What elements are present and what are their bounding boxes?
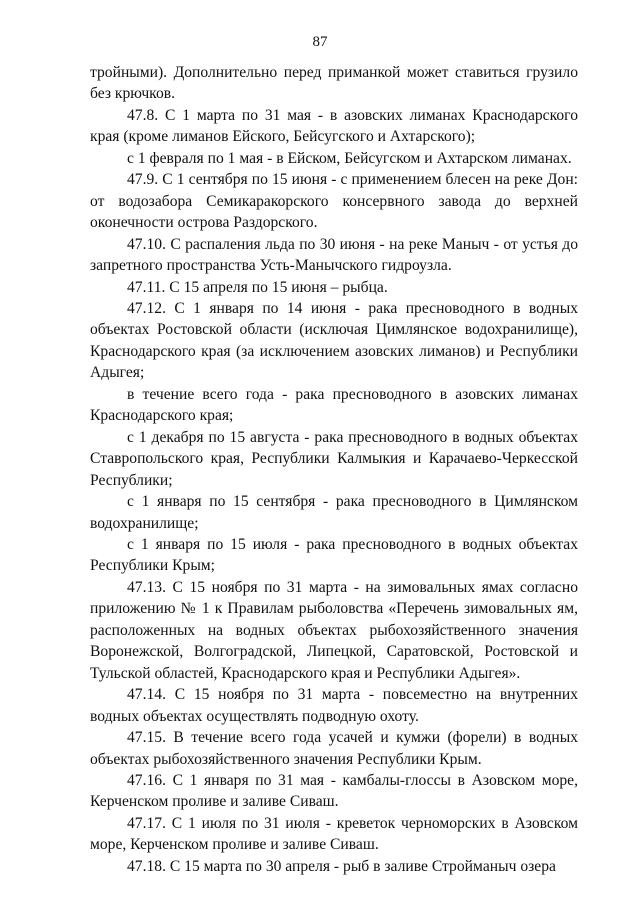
- paragraph: 47.11. С 15 апреля по 15 июня – рыбца.: [127, 278, 388, 296]
- paragraph: 47.18. С 15 марта по 30 апреля - рыб в заливе Строймaныч озера: [127, 857, 556, 875]
- paragraph: 47.12. С 1 января по 14 июня - рака пресноводного в водных объектах Ростовской области (исключая Цимлянское водохранилище), Краснодарского края (за исключением азовских лиманов) и Республики Адыгея;: [90, 299, 578, 382]
- paragraph: 47.13. С 15 ноября по 31 марта - на зимовальных ямах согласно приложению № 1 к Правилам рыболовства «Перечень зимовальных ям, расположенных на водных объектах рыбохозяйственного значения Воронежской, Волгоградской, Липецкой, Саратовской, Ростовской и Тульской областей, Краснодарского края и Республики Адыгея».: [90, 578, 578, 682]
- paragraph: 47.14. С 15 ноября по 31 марта - повсеместно на внутренних водных объектах осуществлять подводную охоту.: [90, 686, 578, 725]
- paragraph: тройными). Дополнительно перед приманкой может ставиться грузило без крючков.: [90, 64, 578, 103]
- paragraph: с 1 декабря по 15 августа - рака пресноводного в водных объектах Ставропольского края, Республики Калмыкия и Карачаево-Черкесской Республики;: [90, 428, 578, 489]
- paragraph: с 1 февраля по 1 мая - в Ейском, Бейсугском и Ахтарском лиманах.: [127, 149, 572, 167]
- document-body: [90, 62, 578, 877]
- page-number: 87: [312, 34, 328, 50]
- paragraph: 47.8. С 1 марта по 31 мая - в азовских лиманах Краснодарского края (кроме лиманов Ейского, Бейсугского и Ахтарского);: [90, 106, 578, 146]
- paragraph: 47.10. С распаления льда по 30 июня - на реке Маныч - от устья до запретного пространства Усть-Манычского гидроузла.: [90, 235, 578, 275]
- paragraph: с 1 января по 15 июля - рака пресноводного в водных объектах Республики Крым;: [90, 535, 578, 575]
- paragraph: в течение всего года - рака пресноводного в азовских лиманах Краснодарского края;: [90, 385, 578, 425]
- paragraph: 47.17. С 1 июля по 31 июля - креветок черноморских в Азовском море, Керченском проливе и заливе Сиваш.: [90, 814, 578, 854]
- paragraph: с 1 января по 15 сентября - рака пресноводного в Цимлянском водохранилище;: [90, 493, 578, 532]
- paragraph: 47.9. С 1 сентября по 15 июня - с применением блесен на реке Дон: от водозабора Семикаракорского консервного завода до верхней оконечности острова Раздорского.: [90, 171, 578, 232]
- paragraph: 47.16. С 1 января по 31 мая - камбалы-глоссы в Азовском море, Керченском проливе и заливе Сиваш.: [90, 771, 578, 811]
- paragraph: 47.15. В течение всего года усачей и кумжи (форели) в водных объектах рыбохозяйственного значения Республики Крым.: [90, 729, 578, 768]
